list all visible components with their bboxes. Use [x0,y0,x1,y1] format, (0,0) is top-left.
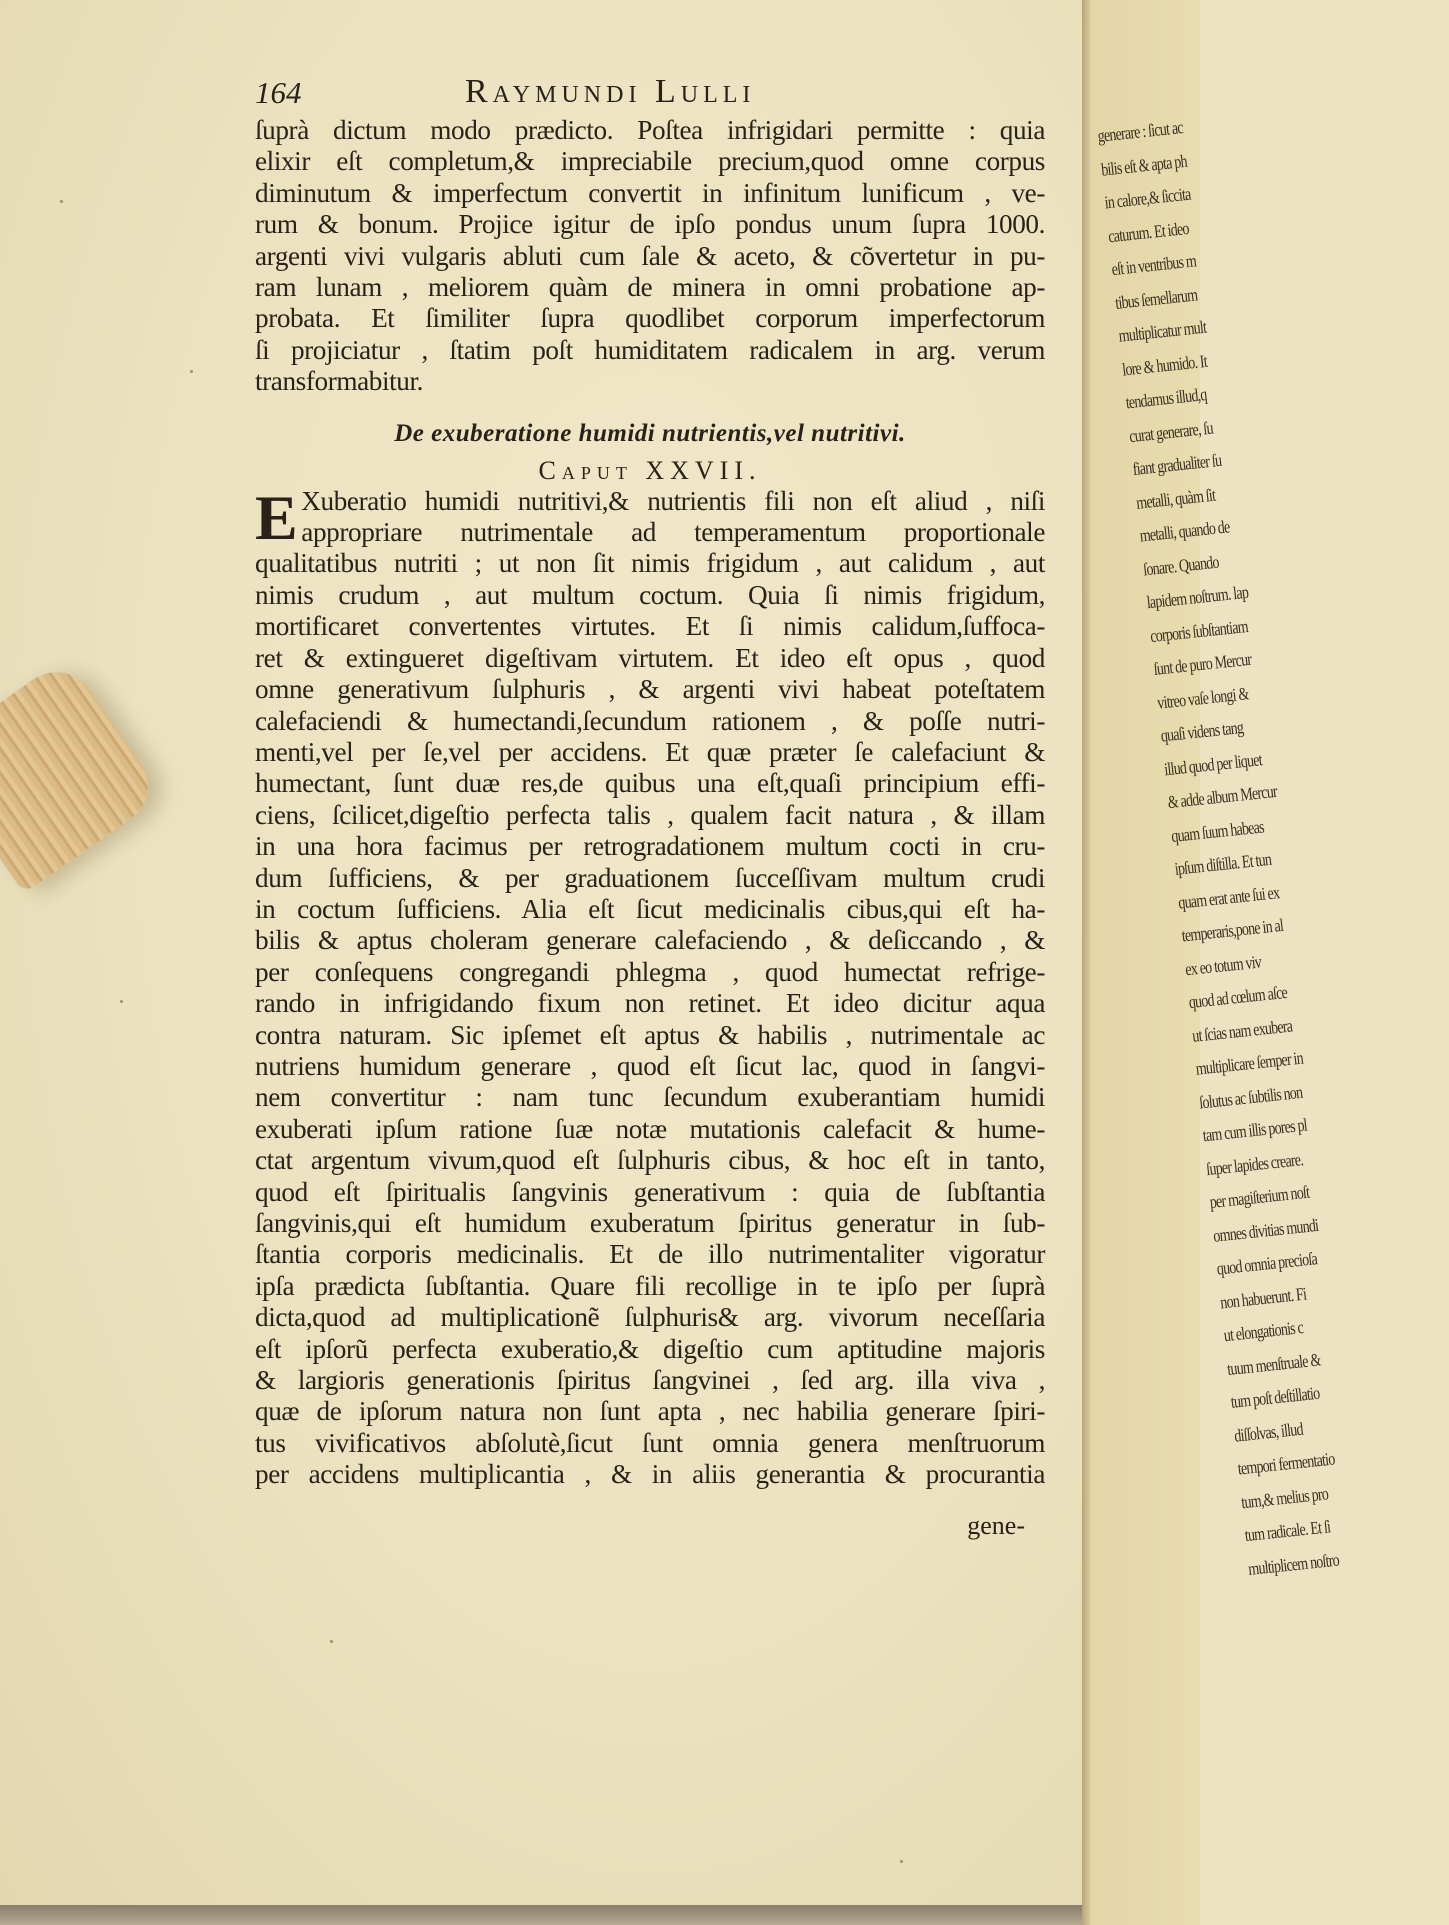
paper-speck [120,1000,123,1003]
drop-cap: E [255,481,298,553]
text-line: nutriens humidum generare , quod eſt ſicut lac, quod in ſangvi- [255,1050,1045,1081]
facing-text-line: ut ſcias nam exubera [1191,1015,1293,1046]
facing-text-line: generare : ſicut ac [1096,117,1184,146]
facing-text-line: eſt in ventribus m [1110,250,1197,280]
facing-text-line: ſolutus ac ſubtilis non [1198,1081,1304,1113]
facing-text-line: quam ſuum habeas [1170,815,1265,846]
page-bottom-edge [0,1905,1090,1925]
facing-text-line: quod ad cœlum aſce [1187,981,1288,1013]
facing-text-line: lore & humido. It [1121,350,1208,380]
facing-text-line: multiplicem noſtro [1247,1549,1340,1579]
facing-text-line: quod omnia precioſa [1215,1248,1318,1279]
facing-text-line: ipſum diſtilla. Et tun [1173,848,1272,879]
paper-speck [190,370,193,373]
running-head-title: Raymundi Lulli [465,73,756,110]
text-line: quod eſt ſpiritualis ſangvinis generativum : quia de ſubſtantia [255,1176,1045,1207]
running-head [255,75,1045,115]
text-line: probata. Et ſimiliter ſupra quodlibet corporum imperfectorum [255,303,1045,334]
catchword: gene- [967,1510,1025,1540]
facing-text-line: ut elongationis c [1222,1317,1304,1346]
text-line: rum & bonum. Projice igitur de ipſo pondus unum ſupra 1000. [255,209,1045,240]
text-line: transformabitur. [255,366,424,397]
text-line: per conſequens congregandi phlegma , quod humectat refrige- [255,956,1045,987]
page-number: 164 [255,75,302,110]
facing-text-line: tempori fermentatio [1236,1448,1336,1479]
facing-page-fragment [1090,0,1340,1925]
facing-text-line: ex eo totum viv [1184,950,1262,979]
facing-text-line: temperaris,pone in al [1180,914,1284,946]
facing-text-line: non habuerunt. Fi [1219,1283,1307,1312]
chapter-title: Caput XXVII. [538,455,762,485]
facing-text-line: omnes divitias mundi [1212,1214,1319,1246]
facing-text-line: curat generare, ſu [1128,417,1214,446]
text-line: ram lunam , meliorem quàm de minera in omni probatione ap- [255,272,1045,303]
facing-text-line: quaſi videns tang [1159,717,1244,746]
page-content [255,75,1045,1541]
facing-text-line: tum poſt deſtillatio [1229,1382,1321,1412]
text-line: rando in infrigidando fixum non retinet. Et ideo dicitur aqua [255,988,1045,1019]
facing-text-line: tum radicale. Et ſi [1243,1516,1332,1546]
text-line: dicta,quod ad multiplicationẽ ſulphuris& arg. vivorum neceſſaria [255,1302,1045,1333]
text-line: eſt ipſorũ perfecta exuberatio,& digeſtio cum aptitudine majoris [255,1333,1045,1364]
text-line: quæ de ipſorum natura non ſunt apta , nec habilia generare ſpiri- [255,1396,1045,1427]
facing-text-line: ſonare. Quando [1142,551,1220,579]
text-line: ſangvinis,qui eſt humidum exuberatum ſpiritus generatur in ſub- [255,1208,1045,1238]
gutter-shadow [1082,0,1090,1925]
facing-text-line: tendamus illud,q [1124,384,1208,413]
text-line: mortificaret convertentes virtutes. Et ſi nimis calidum,ſuffoca- [255,611,1045,642]
facing-text-line: tuum menſtruale & [1226,1348,1322,1379]
text-line: in una hora facimus per retrogradationem multum cocti in cru- [255,831,1045,862]
facing-text-line: ſunt de puro Mercur [1152,648,1253,679]
text-line: ipſa prædicta ſubſtantia. Quare fili recollige in te ipſo per ſuprà [255,1270,1045,1301]
facing-text-line: caturum. Et ideo [1107,217,1190,246]
facing-text-line: metalli, quàm ſit [1135,484,1216,513]
brush-bristles-overlay [0,657,163,894]
facing-text-line: multiplicatur mult [1117,316,1207,346]
facing-text-line: diſſolvas, illud [1233,1418,1304,1446]
facing-text-line: metalli, quando de [1138,516,1231,546]
text-line: tus vivificativos abſolutè,ſicut ſunt omnia genera menſtruorum [255,1427,1045,1458]
text-line: per accidens multiplicantia , & in aliis generantia & procurantia [255,1459,1045,1490]
facing-text-line: ſuper lapides creare. [1205,1148,1304,1179]
text-line: dum ſufficiens, & per graduationem ſucceſſivam multum crudi [255,862,1045,893]
text-line: argenti vivi vulgaris abluti cum ſale & aceto, & cõvertetur in pu- [255,240,1045,271]
text-line: ſuprà dictum modo prædicto. Poſtea infrigidari permitte : quia [255,115,1045,145]
facing-text-line: per magiſterium noſt [1208,1181,1311,1212]
facing-text-line: vitreo vaſe longi & [1156,682,1250,713]
paragraph-2 [255,481,1045,1491]
facing-text-line: multiplicare ſemper in [1194,1047,1304,1079]
text-line: exuberati ipſum ratione ſuæ notæ mutationis calefacit & hume- [255,1113,1045,1144]
facing-text-line: fiant gradualiter ſu [1131,449,1223,480]
text-line: Xuberatio humidi nutritivi,& nutrientis fili non eſt aliud , niſi [301,485,1045,516]
paper-speck [900,1860,903,1863]
text-line: in coctum ſufficiens. Alia eſt ſicut medicinalis cibus,qui eſt ha- [255,893,1045,924]
facing-text-line: tam cum illis pores pl [1201,1114,1308,1146]
text-line: nem convertitur : nam tunc ſecundum exuberantiam humidi [255,1082,1045,1113]
text-line: contra naturam. Sic ipſemet eſt aptus & habilis , nutrimentale ac [255,1019,1045,1050]
paper-speck [60,200,63,203]
text-line: humectant, ſunt duæ res,de quibus una eſt,quaſi principium effi- [255,768,1045,799]
facing-text-line: lapidem noſtrum. lap [1145,581,1249,613]
chapter-subtitle: De exuberatione humidi nutrientis,vel nutritivi. [394,419,906,447]
text-line: ſi projiciatur , ſtatim poſt humiditatem radicalem in arg. verum [255,334,1045,365]
facing-text-line: tibus ſemellarum [1114,283,1199,313]
facing-text-line: illud quod per liquet [1163,748,1263,779]
facing-text-line: tum,& melius pro [1240,1482,1329,1512]
facing-text-line: quam erat ante ſui ex [1177,881,1281,913]
text-line: diminutum & imperfectum convertit in infinitum lunificum , ve- [255,177,1045,208]
text-line: ciens, ſcilicet,digeſtio perfecta talis , qualem facit natura , & illam [255,799,1045,830]
text-line: nimis crudum , aut multum coctum. Quia ſi nimis frigidum, [255,579,1045,610]
text-line: appropriare nutrimentale ad temperamentum proportionale [301,517,1045,548]
facing-text-line: in calore,& ſiccita [1103,183,1192,213]
text-line: calefaciendi & humectandi,ſecundum rationem , & poſſe nutri- [255,705,1045,736]
paper-speck [330,1640,333,1643]
text-line: ſtantia corporis medicinalis. Et de illo nutrimentaliter vigoratur [255,1239,1045,1270]
facing-page-text [1096,99,1449,1586]
text-line: ctat argentum vivum,quod eſt ſulphuris cibus, & hoc eſt in tanto, [255,1145,1045,1176]
paragraph-1 [255,115,1045,398]
text-line: ret & extingueret digeſtivam virtutem. Et ideo eſt opus , quod [255,642,1045,673]
text-line: elixir eſt completum,& impreciabile precium,quod omne corpus [255,146,1045,177]
text-line: bilis & aptus choleram generare calefaciendo , & deſiccando , & [255,925,1045,956]
text-line: omne generativum ſulphuris , & argenti vivi habeat poteſtatem [255,674,1045,705]
facing-text-line: bilis eſt & apta ph [1100,150,1188,180]
text-line: qualitatibus nutriti ; ut non ſit nimis frigidum , aut calidum , aut [255,548,1045,579]
facing-text-line: & adde album Mercur [1166,780,1278,813]
text-line: menti,vel per ſe,vel per accidens. Et quæ præter ſe calefaciunt & [255,736,1045,767]
text-line: & largioris generationis ſpiritus ſangvinei , ſed arg. illa viva , [255,1365,1045,1396]
facing-text-line: corporis ſubſtantiam [1149,615,1249,646]
